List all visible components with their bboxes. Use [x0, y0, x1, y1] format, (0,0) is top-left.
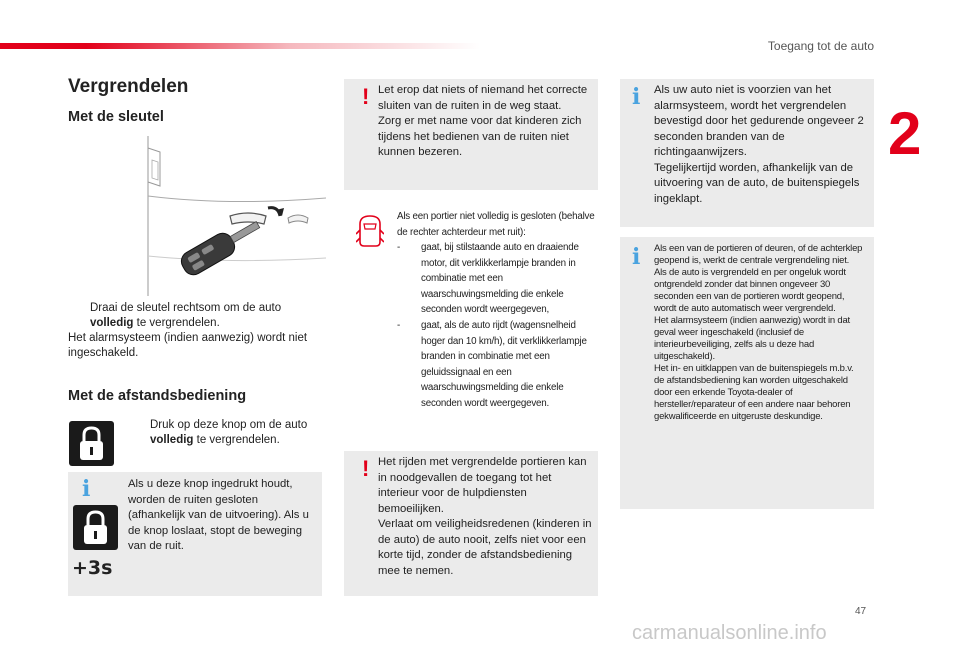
key-in-door-lock-illustration: [138, 136, 326, 296]
info-icon: i: [82, 476, 91, 502]
info-central-locking-text: Als een van de portieren of deuren, of de achterklep geopend is, werkt de centrale vergrendeling niet. Als de auto is vergrendeld en per ongeluk wordt ontgrendeld zonder dat binnen ongeveer 30 seconden een van de portieren wordt geopend, wordt de auto automatisch weer vergrendeld. Het alarmsysteem (indien aanwezig) wordt in dat geval weer ingeschakeld (inclusief de interieurbeveiliging, zelfs als u deze had uitgeschakeld). Het in- en uitklappen van de buitenspiegels m.b.v. de afstandsbediening kan worden uitgeschakeld door een erkende Toyota-dealer of hersteller/reparateur of een andere naar behoren gekwalificeerde en uitgeruste deskundige.: [654, 243, 863, 422]
door-open-intro: Als een portier niet volledig is gesloten (behalve de rechter achterdeur met ruit):: [397, 211, 595, 238]
door-open-item-stationary: gaat, bij stilstaande auto en draaiende motor, dit verklikkerlampje branden in combinatie met een waarschuwingsmelding die enkele seconden wordt weergegeven,: [421, 242, 579, 316]
door-open-item-driving: gaat, als de auto rijdt (wagensnelheid hoger dan 10 km/h), dit verklikkerlampje branden in combinatie met een geluidssignaal en een waarschuwingsmelding die enkele seconden wordt weergegeven.: [421, 320, 587, 409]
door-open-warning-icon: [356, 214, 384, 248]
key-lock-step: Draai de sleutel rechtsom om de auto volledig te vergrendelen.: [90, 302, 282, 329]
header-accent-bar: [0, 43, 480, 49]
info-icon: i: [632, 84, 641, 110]
page-number: 47: [855, 606, 867, 617]
key-alarm-note: Het alarmsysteem (indien aanwezig) wordt niet ingeschakeld.: [68, 332, 308, 359]
list-dash: -: [397, 242, 401, 253]
warning-icon: !: [362, 84, 370, 109]
lock-button-icon: [69, 421, 114, 466]
page-title: Vergrendelen: [68, 76, 189, 97]
warning-driving-locked-text: Het rijden met vergrendelde portieren kan in noodgevallen de toegang tot het interieur voor de hulpdiensten bemoeilijken. Verlaat om veiligheidsredenen (kinderen in de auto) de auto nooit, zelfs niet voor een korte tijd, zonder de afstandsbediening mee te nemen.: [378, 456, 592, 577]
remote-lock-step: Druk op deze knop om de auto volledig te vergrendelen.: [150, 419, 308, 446]
hold-duration-label: +3s: [72, 557, 113, 579]
list-dash: -: [397, 320, 401, 331]
section-title: Toegang tot de auto: [767, 39, 874, 53]
watermark: carmanualsonline.info: [632, 622, 827, 644]
warning-windows-text: Let erop dat niets of niemand het correcte sluiten van de ruiten in de weg staat. Zorg er met name voor dat kinderen zich tijdens het bedienen van de ruiten niet kunnen bezeren.: [378, 84, 588, 158]
lock-button-icon: [73, 505, 118, 550]
warning-icon: !: [362, 456, 370, 481]
info-no-alarm-text: Als uw auto niet is voorzien van het alarmsysteem, wordt het vergrendelen bevestigd door het gedurende ongeveer 2 seconden branden van de richtingaanwijzers. Tegelijkertijd worden, afhankelijk van de uitvoering van de auto, de buitenspiegels ingeklapt.: [654, 84, 864, 205]
info-hold-text: Als u deze knop ingedrukt houdt, worden de ruiten gesloten (afhankelijk van de uitvoering). Als u de knop loslaat, stopt de beweging van de ruit.: [128, 478, 309, 552]
heading-with-remote: Met de afstandsbediening: [68, 388, 247, 404]
heading-with-key: Met de sleutel: [68, 109, 164, 125]
chapter-number: 2: [888, 100, 922, 167]
info-icon: i: [632, 244, 641, 270]
